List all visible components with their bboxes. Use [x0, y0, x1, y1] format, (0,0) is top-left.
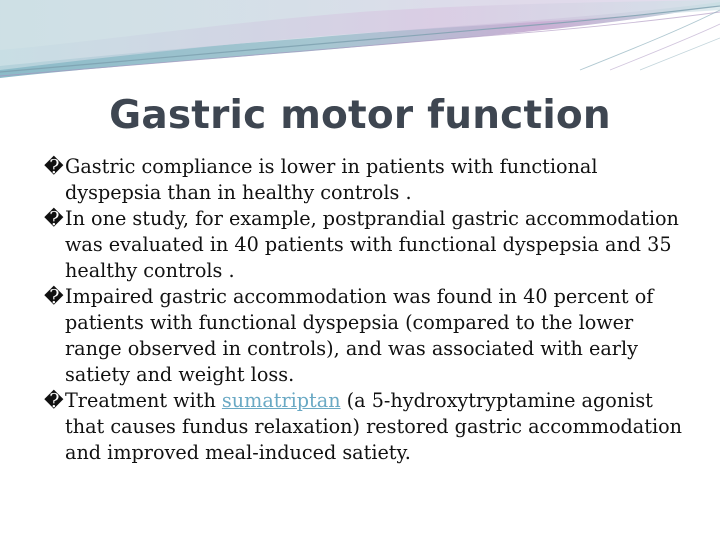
bullet-marker-icon: �: [44, 207, 64, 230]
bullet-marker-icon: �: [44, 155, 64, 178]
right-swoosh-lines-2: [610, 24, 720, 70]
bullet-text: Gastric compliance is lower in patients with functional dyspepsia than in healthy controls .: [65, 155, 598, 204]
bullet-item: [44, 206, 684, 284]
right-swoosh-lines-3: [640, 38, 720, 70]
bullet-item: [44, 388, 684, 466]
bullet-list: [44, 154, 684, 466]
bullet-marker-icon: �: [44, 389, 64, 412]
bullet-item: [44, 154, 684, 206]
sumatriptan-link[interactable]: sumatriptan: [221, 389, 341, 412]
bullet-text-after-link: (a 5-hydroxytryptamine agonist that causes fundus relaxation) restored gastric accommodation and improved meal-induced satiety.: [65, 389, 682, 464]
bullet-text-before-link: Treatment with: [65, 389, 222, 412]
bullet-text: Impaired gastric accommodation was found in 40 percent of patients with functional dyspepsia (compared to the lower range observed in controls), and was associated with early satiety and weight loss.: [65, 285, 654, 386]
bullet-text: In one study, for example, postprandial gastric accommodation was evaluated in 40 patients with functional dyspepsia and 35 healthy controls .: [65, 207, 679, 282]
slide-title: Gastric motor function: [109, 93, 611, 138]
bullet-marker-icon: �: [44, 285, 64, 308]
bullet-item: [44, 284, 684, 388]
